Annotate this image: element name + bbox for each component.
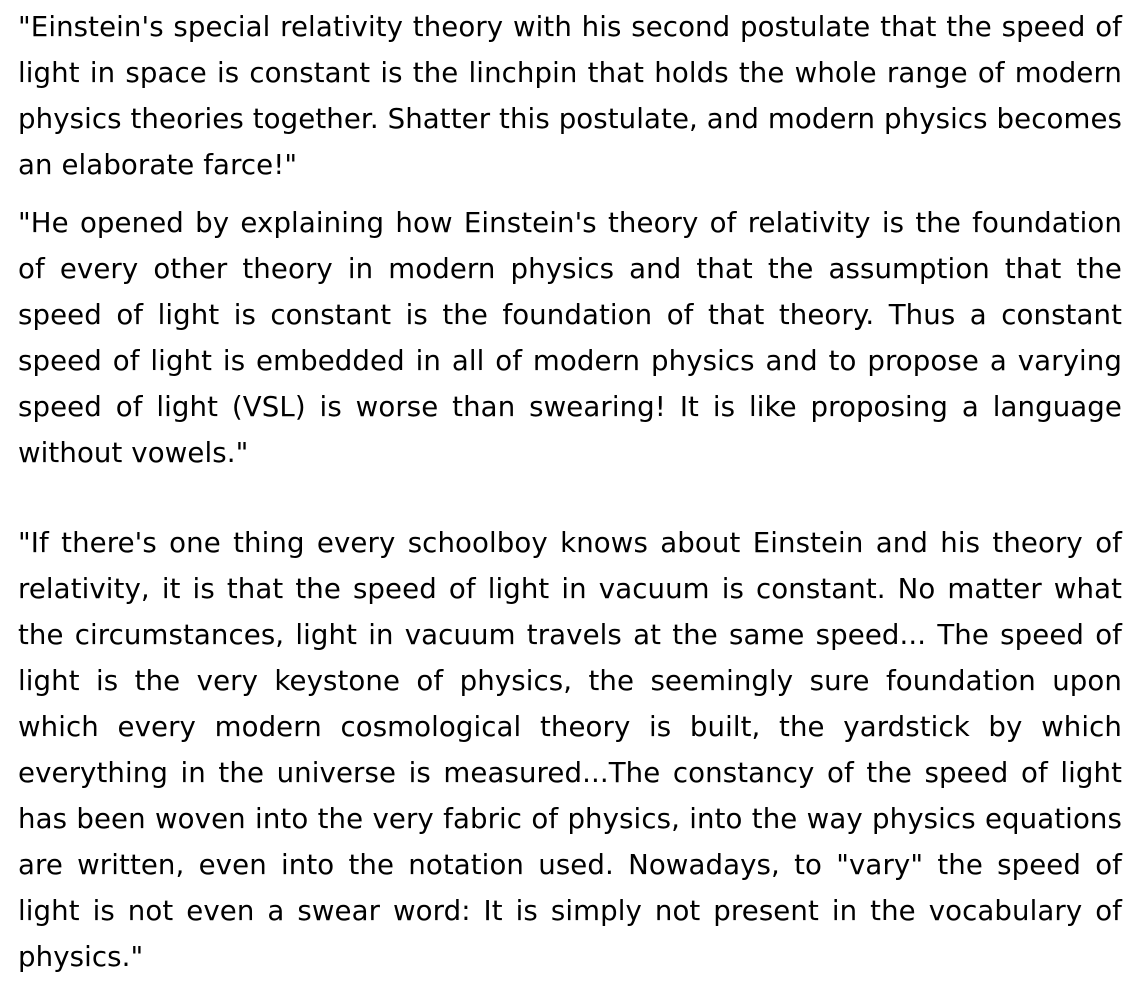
quote-paragraph-3: "If there's one thing every schoolboy knows about Einstein and his theory of relativity, it is that the speed of light in vacuum is constant. No matter what the circumstances, light in vacuum travels at the same speed... The speed of light is the very keystone of physics, the seemingly sure foundation upon which every modern cosmological theory is built, the yardstick by which everything in the universe is measured...The constancy of the speed of light has been woven into the very fabric of physics, into the way physics equations are written, even into the notation used. Nowadays, to "vary" the speed of light is not even a swear word: It is simply not present in the vocabulary of physics." xyxy=(18,526,1122,973)
document-page xyxy=(18,4,1122,980)
quote-paragraph-2: "He opened by explaining how Einstein's theory of relativity is the foundation of every other theory in modern physics and that the assumption that the speed of light is constant is the foundation of that theory. Thus a constant speed of light is embedded in all of modern physics and to propose a varying speed of light (VSL) is worse than swearing! It is like proposing a language without vowels." xyxy=(18,206,1122,469)
quote-paragraph-1: "Einstein's special relativity theory with his second postulate that the speed of light in space is constant is the linchpin that holds the whole range of modern physics theories together. Shatter this postulate, and modern physics becomes an elaborate farce!" xyxy=(18,10,1122,181)
